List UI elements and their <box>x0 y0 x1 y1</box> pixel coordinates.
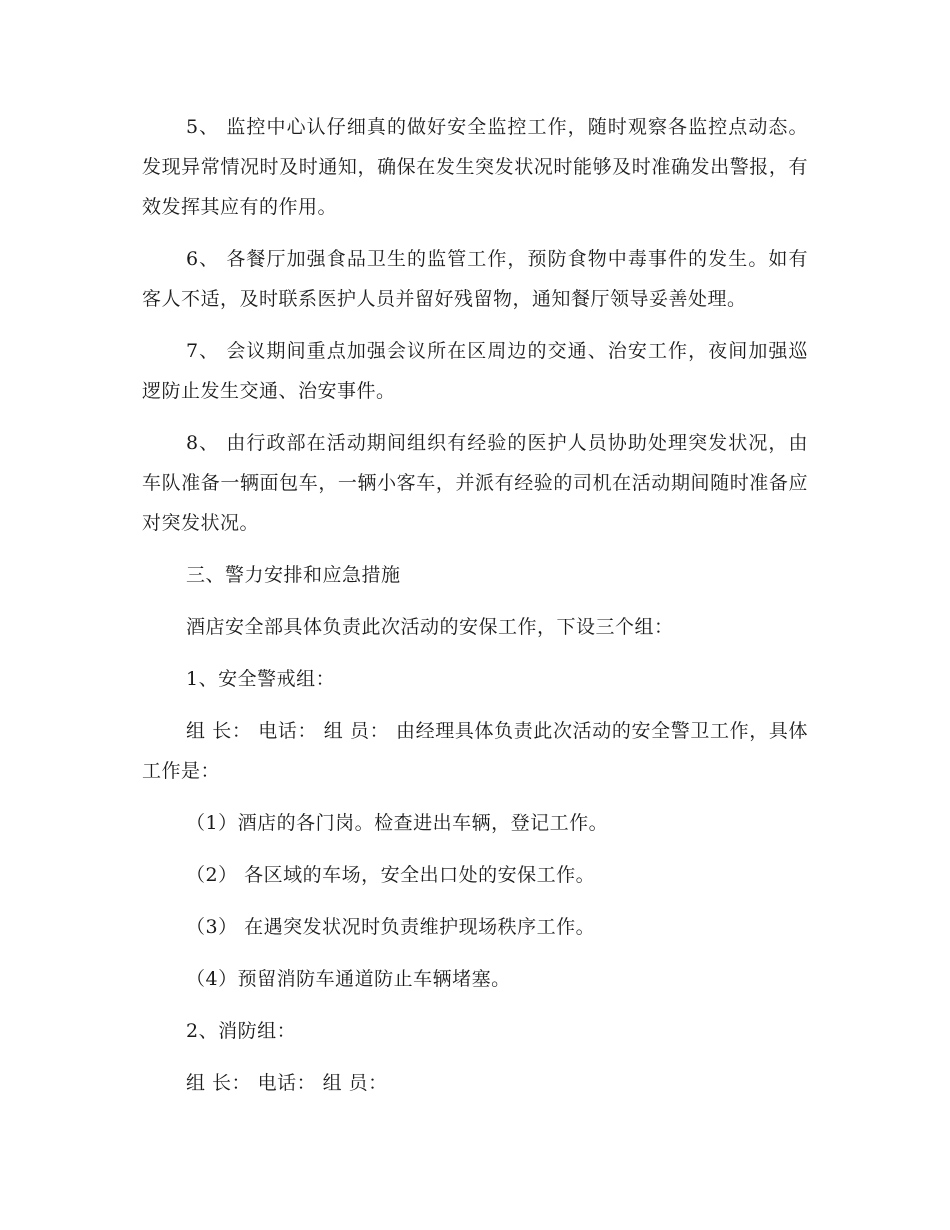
task-item-4: （4）预留消防车通道防止车辆堵塞。 <box>186 968 511 990</box>
task-item-2: （2） 各区域的车场，安全出口处的安保工作。 <box>186 864 596 886</box>
document-body <box>142 107 808 1103</box>
group-members-fire: 组 长： 电话： 组 员： <box>186 1072 388 1094</box>
task-item-3: （3） 在遇突发状况时负责维护现场秩序工作。 <box>186 916 596 938</box>
group-members-security: 组 长： 电话： 组 员： 由经理具体负责此次活动的安全警卫工作，具体工作是： <box>142 720 808 782</box>
paragraph-item-5: 5、 监控中心认仔细真的做好安全监控工作，随时观察各监控点动态。发现异常情况时及时通知，确保在发生突发状况时能够及时准确发出警报，有效发挥其应有的作用。 <box>142 116 808 218</box>
paragraph-item-6: 6、 各餐厅加强食品卫生的监管工作，预防食物中毒事件的发生。如有客人不适，及时联系医护人员并留好残留物，通知餐厅领导妥善处理。 <box>142 248 808 310</box>
group-heading-fire: 2、消防组： <box>186 1020 297 1042</box>
paragraph-item-7: 7、 会议期间重点加强会议所在区周边的交通、治安工作，夜间加强巡逻防止发生交通、治安事件。 <box>142 340 808 402</box>
section-heading-3: 三、警力安排和应急措施 <box>186 564 401 586</box>
group-heading-security: 1、安全警戒组： <box>186 668 336 690</box>
task-item-1: （1）酒店的各门岗。检查进出车辆，登记工作。 <box>186 812 609 834</box>
paragraph-item-8: 8、 由行政部在活动期间组织有经验的医护人员协助处理突发状况，由车队准备一辆面包车，一辆小客车，并派有经验的司机在活动期间随时准备应对突发状况。 <box>142 432 808 534</box>
paragraph-intro: 酒店安全部具体负责此次活动的安保工作，下设三个组： <box>186 616 674 638</box>
